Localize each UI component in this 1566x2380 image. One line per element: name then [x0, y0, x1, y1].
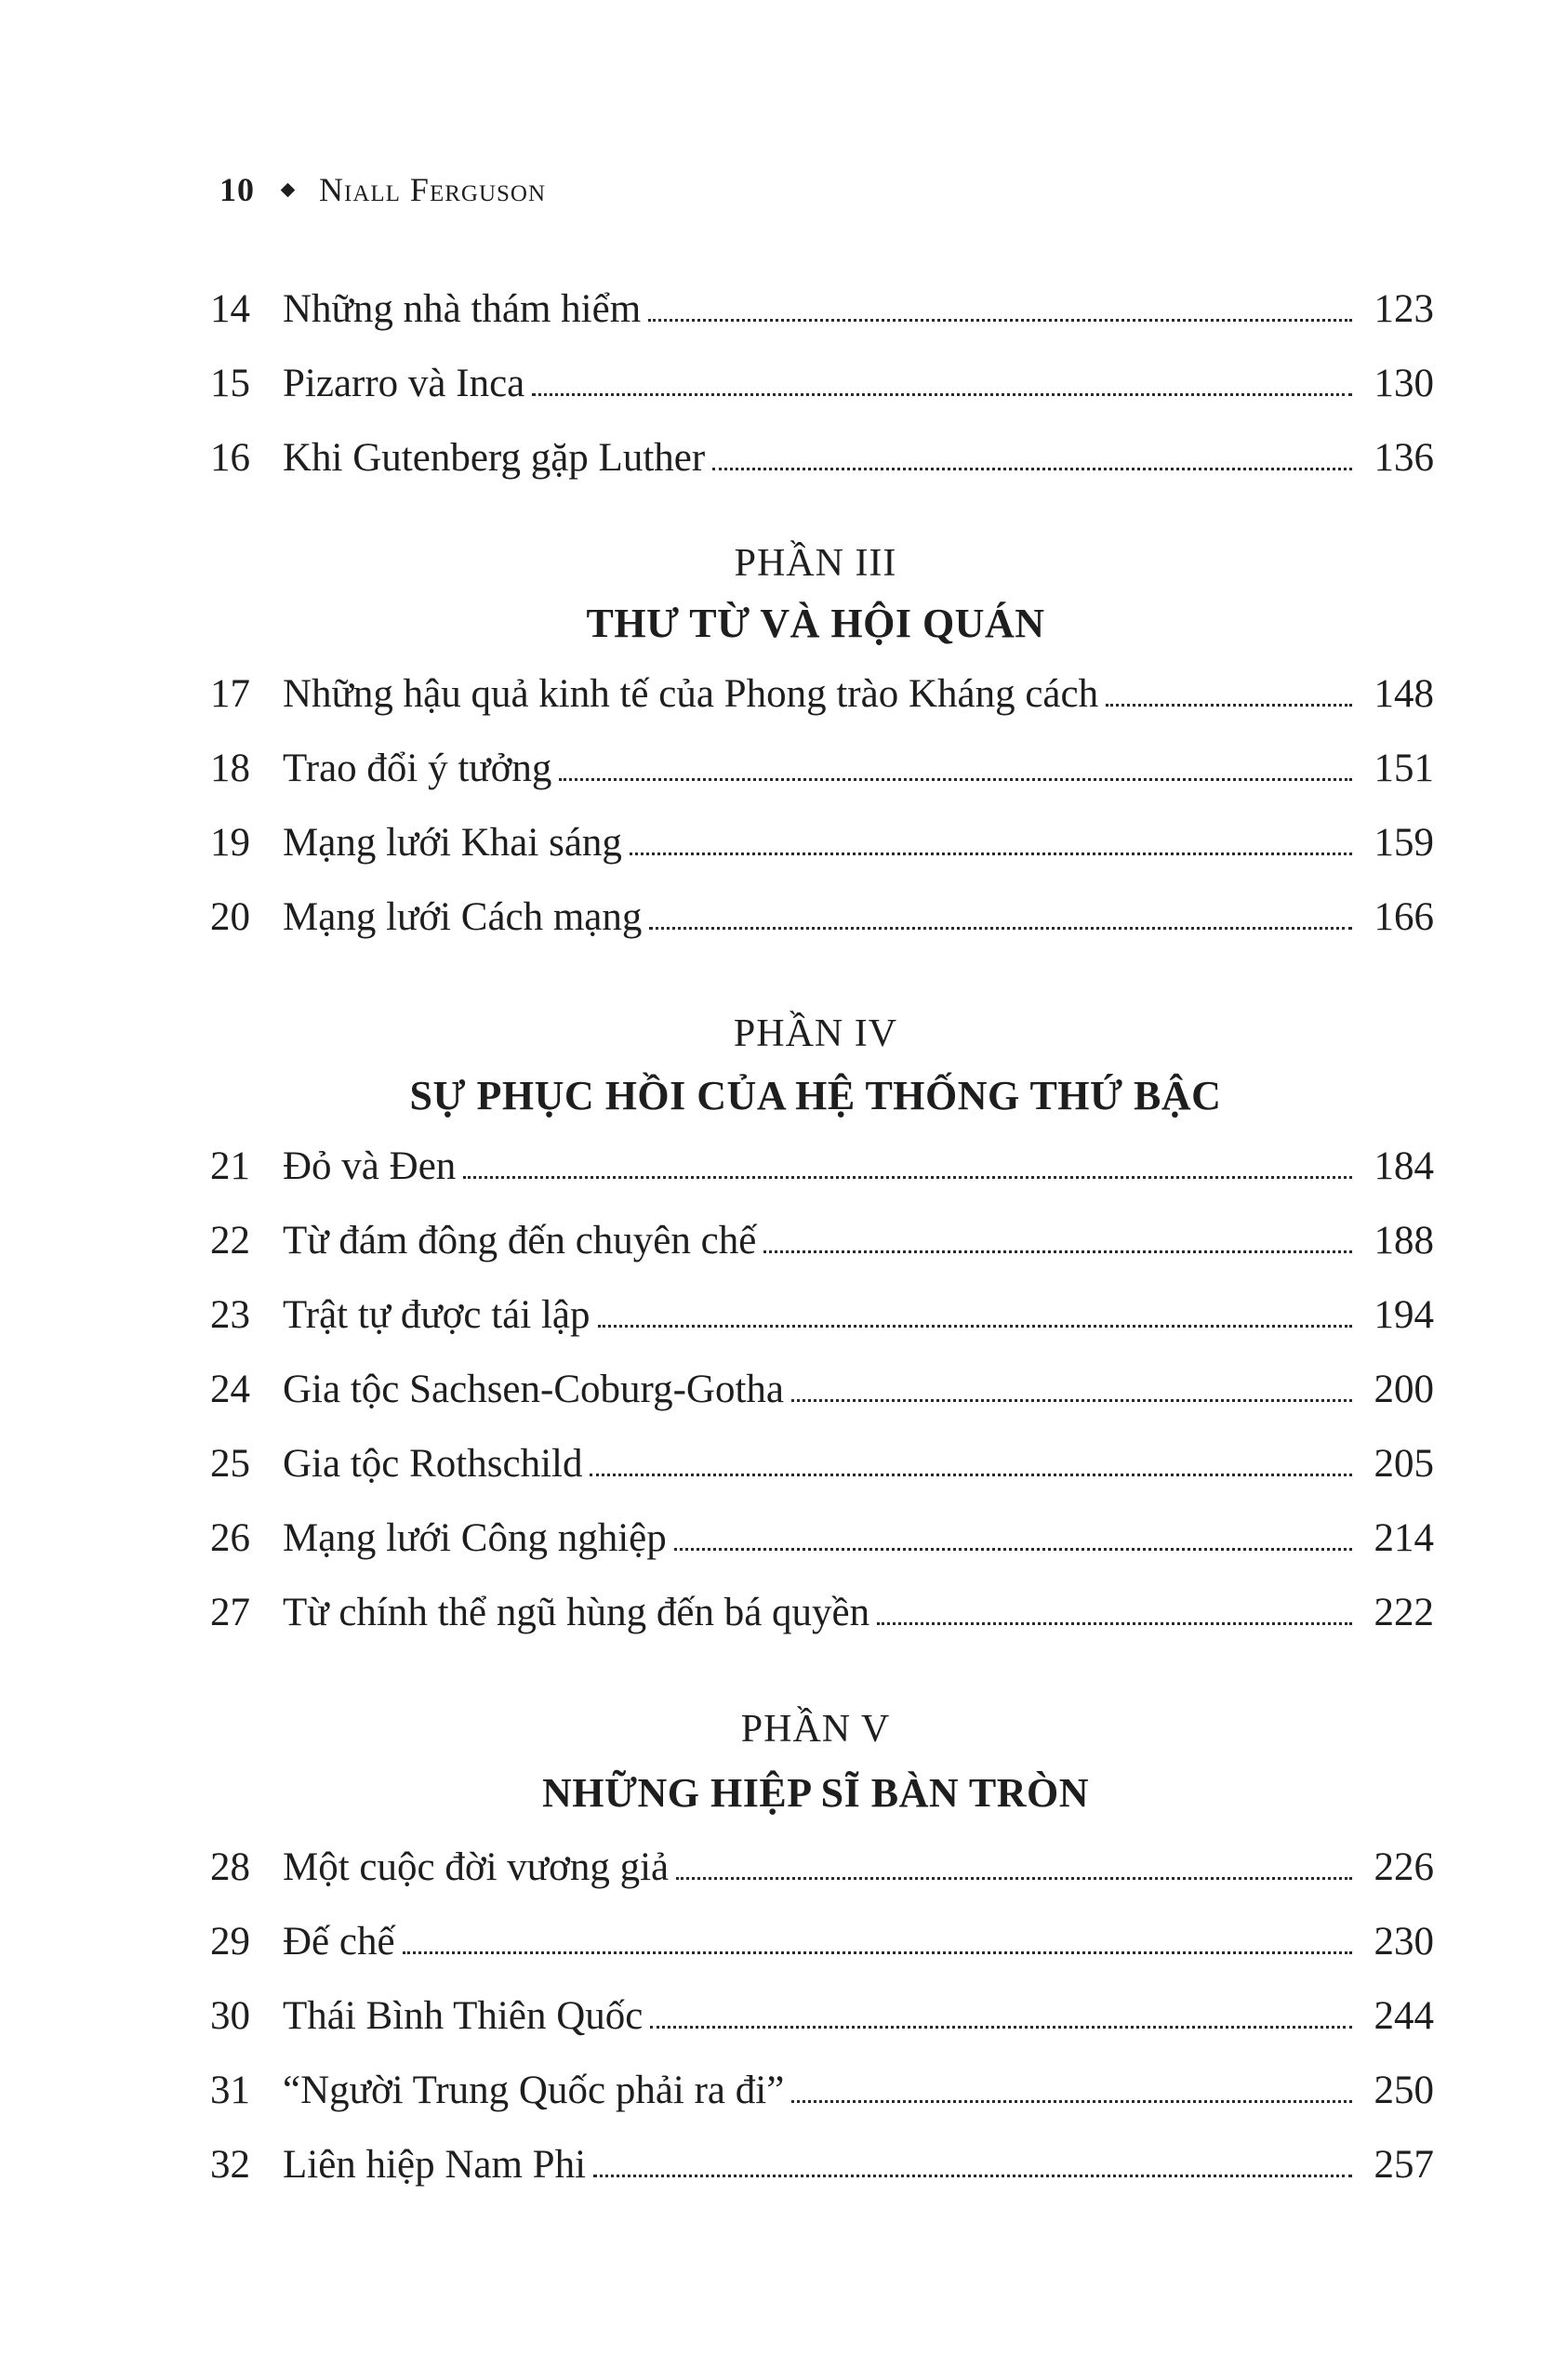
- toc-entry: [197, 2127, 1434, 2202]
- page-number: 10: [219, 171, 255, 208]
- dot-leader: [650, 2026, 1352, 2029]
- dot-leader: [532, 393, 1352, 396]
- dot-leader: [791, 1399, 1352, 1402]
- author-name: Niall Ferguson: [319, 171, 547, 208]
- chapter-number: 24: [210, 1367, 250, 1411]
- part-title: NHỮNG HIỆP SĨ BÀN TRÒN: [542, 1770, 1089, 1816]
- chapter-title: Mạng lưới Công nghiệp: [283, 1515, 667, 1560]
- chapter-page: 188: [1374, 1218, 1434, 1263]
- chapter-number: 17: [210, 671, 250, 716]
- chapter-page: 226: [1374, 1844, 1434, 1889]
- toc-entry: [197, 1978, 1434, 2053]
- part-label: PHẦN IV: [733, 1012, 898, 1055]
- chapter-title: Khi Gutenberg gặp Luther: [283, 435, 706, 480]
- dot-leader: [559, 778, 1352, 781]
- toc-entry: [197, 656, 1434, 731]
- dot-leader: [712, 468, 1352, 470]
- dot-leader: [403, 1951, 1352, 1954]
- part-label: PHẦN III: [734, 542, 897, 585]
- chapter-page: 123: [1374, 286, 1434, 331]
- chapter-number: 28: [210, 1844, 250, 1889]
- toc-entry: [197, 1277, 1434, 1352]
- chapter-number: 20: [210, 894, 250, 939]
- dot-leader: [674, 1548, 1352, 1551]
- chapter-title: Liên hiệp Nam Phi: [283, 2142, 587, 2187]
- dot-leader: [649, 927, 1352, 930]
- chapter-page: 257: [1374, 2142, 1434, 2187]
- part-label: PHẦN V: [740, 1708, 891, 1751]
- chapter-number: 31: [210, 2068, 250, 2112]
- chapter-number: 26: [210, 1515, 250, 1560]
- chapter-page: 166: [1374, 894, 1434, 939]
- chapter-number: 30: [210, 1993, 250, 2038]
- chapter-page: 250: [1374, 2068, 1434, 2112]
- dot-leader: [463, 1176, 1352, 1179]
- chapter-title: Một cuộc đời vương giả: [283, 1844, 670, 1889]
- toc-entry: [197, 346, 1434, 420]
- running-header: [219, 165, 546, 214]
- toc-entry: [197, 1904, 1434, 1978]
- chapter-number: 29: [210, 1919, 250, 1964]
- toc-entry: [197, 879, 1434, 954]
- chapter-page: 184: [1374, 1144, 1434, 1188]
- toc-entry: [197, 1501, 1434, 1575]
- chapter-page: 244: [1374, 1993, 1434, 2038]
- part-heading: [197, 1701, 1434, 1822]
- chapter-title: Từ chính thể ngũ hùng đến bá quyền: [283, 1590, 870, 1634]
- toc-entry: [197, 1426, 1434, 1501]
- toc-entry: [197, 2053, 1434, 2127]
- chapter-number: 22: [210, 1218, 250, 1263]
- chapter-page: 205: [1374, 1441, 1434, 1486]
- chapter-page: 159: [1374, 820, 1434, 865]
- part-title: THƯ TỪ VÀ HỘI QUÁN: [586, 601, 1045, 646]
- chapter-title: Gia tộc Rothschild: [283, 1441, 583, 1486]
- chapter-page: 222: [1374, 1590, 1434, 1634]
- chapter-page: 148: [1374, 671, 1434, 716]
- chapter-number: 18: [210, 746, 250, 790]
- chapter-number: 27: [210, 1590, 250, 1634]
- chapter-number: 19: [210, 820, 250, 865]
- chapter-title: Trật tự được tái lập: [283, 1292, 591, 1337]
- dot-leader: [590, 1474, 1352, 1476]
- toc-entry: [197, 1575, 1434, 1649]
- chapter-number: 15: [210, 361, 250, 405]
- chapter-title: Gia tộc Sachsen-Coburg-Gotha: [283, 1367, 784, 1411]
- chapter-page: 200: [1374, 1367, 1434, 1411]
- toc-entry: [197, 731, 1434, 805]
- toc-entry: [197, 1203, 1434, 1277]
- dot-leader: [630, 853, 1352, 855]
- dot-leader: [676, 1877, 1352, 1880]
- diamond-icon: [281, 182, 296, 197]
- chapter-page: 151: [1374, 746, 1434, 790]
- toc-entry: [197, 805, 1434, 879]
- chapter-page: 214: [1374, 1515, 1434, 1560]
- chapter-title: Những nhà thám hiểm: [283, 286, 642, 331]
- dot-leader: [791, 2100, 1352, 2103]
- chapter-title: Thái Bình Thiên Quốc: [283, 1993, 644, 2038]
- dot-leader: [648, 319, 1352, 322]
- dot-leader: [593, 2175, 1352, 2177]
- part-title: SỰ PHỤC HỒI CỦA HỆ THỐNG THỨ BẬC: [409, 1073, 1222, 1118]
- toc-entry: [197, 271, 1434, 346]
- table-of-contents: [197, 271, 1434, 2202]
- chapter-title: “Người Trung Quốc phải ra đi”: [283, 2068, 785, 2112]
- chapter-title: Trao đổi ý tưởng: [283, 746, 552, 790]
- dot-leader: [598, 1325, 1353, 1328]
- dot-leader: [763, 1250, 1352, 1253]
- dot-leader: [1106, 704, 1352, 707]
- chapter-title: Mạng lưới Khai sáng: [283, 820, 622, 865]
- chapter-title: Đế chế: [283, 1919, 395, 1964]
- part-heading: [197, 1006, 1434, 1125]
- toc-entry: [197, 1129, 1434, 1203]
- chapter-page: 230: [1374, 1919, 1434, 1964]
- chapter-number: 16: [210, 435, 250, 480]
- chapter-title: Đỏ và Đen: [283, 1144, 457, 1188]
- chapter-title: Những hậu quả kinh tế của Phong trào Kháng cách: [283, 671, 1099, 716]
- chapter-number: 14: [210, 286, 250, 331]
- dot-leader: [877, 1622, 1352, 1625]
- toc-entry: [197, 420, 1434, 495]
- chapter-number: 23: [210, 1292, 250, 1337]
- chapter-number: 21: [210, 1144, 250, 1188]
- chapter-title: Mạng lưới Cách mạng: [283, 894, 643, 939]
- chapter-title: Pizarro và Inca: [283, 361, 525, 405]
- part-heading: [197, 536, 1434, 653]
- toc-entry: [197, 1830, 1434, 1904]
- chapter-number: 32: [210, 2142, 250, 2187]
- chapter-number: 25: [210, 1441, 250, 1486]
- toc-entry: [197, 1352, 1434, 1426]
- chapter-page: 136: [1374, 435, 1434, 480]
- chapter-title: Từ đám đông đến chuyên chế: [283, 1218, 757, 1263]
- chapter-page: 194: [1374, 1292, 1434, 1337]
- chapter-page: 130: [1374, 361, 1434, 405]
